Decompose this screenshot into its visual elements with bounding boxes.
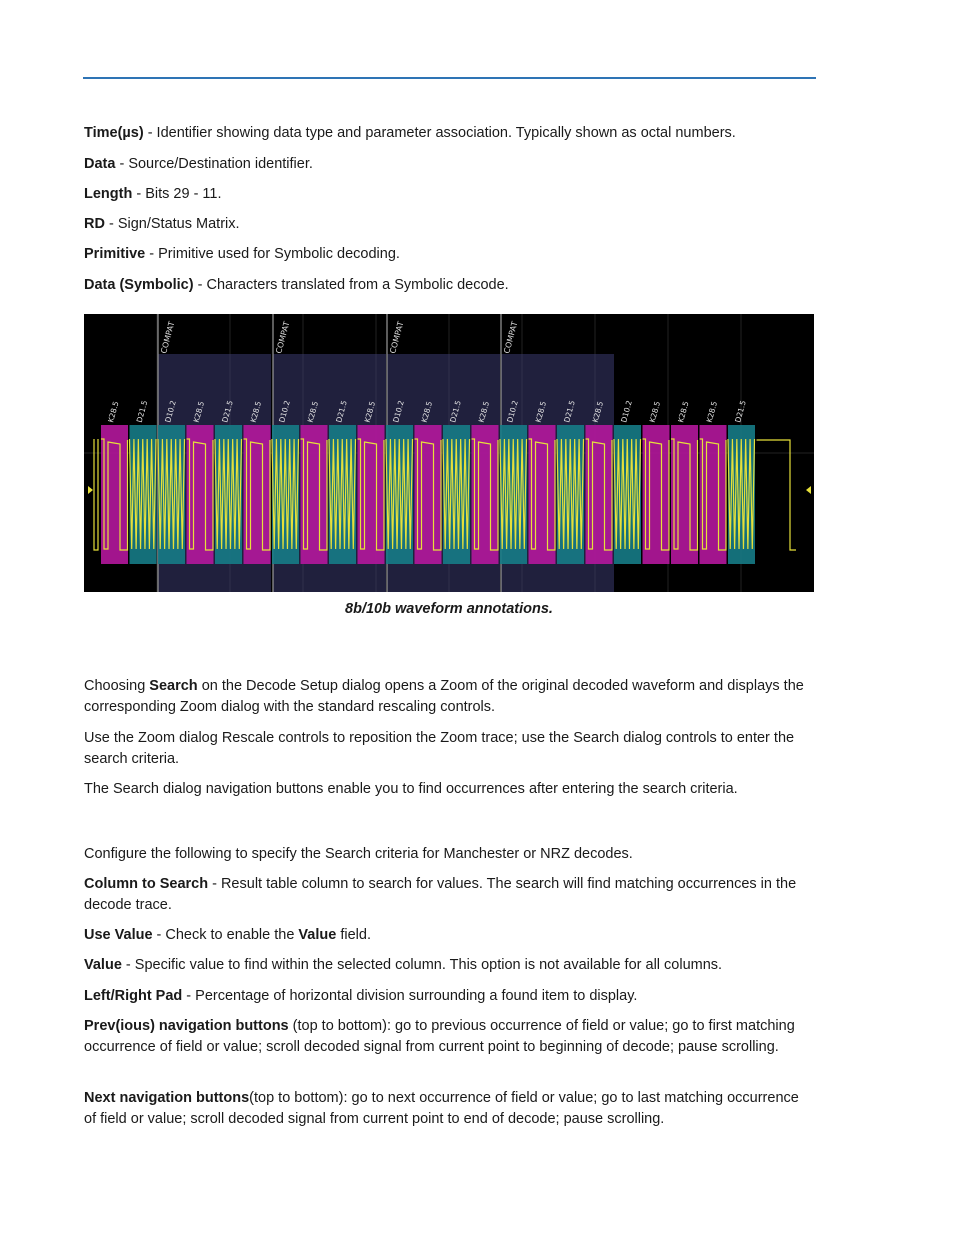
definition-length <box>84 184 814 205</box>
definition-text: - Source/Destination identifier. <box>115 156 313 172</box>
definition-text: - Characters translated from a Symbolic decode. <box>193 277 509 293</box>
symbol-label: D21.5 <box>334 399 349 424</box>
text: on the Decode Setup dialog opens a Zoom of the original decoded waveform and displays the corresponding Zoom dialog with the standard rescaling controls. <box>84 678 804 715</box>
compat-label: COMPAT <box>388 320 406 355</box>
symbol-block <box>529 425 556 564</box>
term: Use Value <box>84 927 153 943</box>
definition-text: - Percentage of horizontal division surrounding a found item to display. <box>182 988 638 1004</box>
definition-text: - Check to enable the <box>152 927 299 943</box>
compat-label: COMPAT <box>274 320 292 355</box>
header-rule <box>83 77 816 79</box>
symbol-label: K28.5 <box>106 400 121 424</box>
term: Primitive <box>84 246 146 262</box>
symbol-block <box>586 425 613 564</box>
symbol-label: D10.2 <box>619 399 634 424</box>
term: Value <box>84 957 122 973</box>
definition-time <box>84 123 814 144</box>
symbol-label: D10.2 <box>391 399 406 424</box>
term: Left/Right Pad <box>84 988 183 1004</box>
symbol-label: D21.5 <box>733 399 748 424</box>
trigger-marker-icon <box>88 486 93 494</box>
symbol-block <box>187 425 214 564</box>
symbol-label: D10.2 <box>505 399 520 424</box>
symbol-label: D10.2 <box>277 399 292 424</box>
definition-text: (top to bottom): go to previous occurrence of field or value; go to first matching occurrence of field or value; scroll decoded signal from current point to beginning of decode; pause scrolling. <box>84 1018 795 1055</box>
level-marker-icon <box>806 486 811 494</box>
waveform-annotations-image <box>84 314 814 592</box>
symbol-block <box>301 425 328 564</box>
search-intro-paragraph <box>84 676 814 718</box>
symbol-block <box>643 425 670 564</box>
criteria-value <box>84 955 814 976</box>
term: Next navigation buttons <box>84 1090 250 1106</box>
symbol-block <box>472 425 499 564</box>
symbol-label: K28.5 <box>191 400 207 424</box>
criteria-next-buttons <box>84 1088 814 1130</box>
symbol-label: K28.5 <box>676 400 691 424</box>
symbol-label: K28.5 <box>248 400 264 424</box>
criteria-use-value <box>84 925 814 946</box>
definition-primitive <box>84 244 814 265</box>
symbol-label: K28.5 <box>590 400 606 424</box>
symbol-label: D10.2 <box>163 399 178 424</box>
criteria-intro: Configure the following to specify the Search criteria for Manchester or NRZ decodes. <box>84 846 633 862</box>
symbol-label: K28.5 <box>704 400 720 424</box>
compat-label: COMPAT <box>159 320 177 355</box>
symbol-block <box>415 425 442 564</box>
symbol-label: K28.5 <box>362 400 378 424</box>
symbol-block <box>700 425 727 564</box>
definition-text: - Bits 29 - 11. <box>132 186 222 202</box>
symbol-label: D21.5 <box>134 399 150 424</box>
symbol-block <box>101 425 128 564</box>
term: Column to Search <box>84 876 209 892</box>
definition-text: - Primitive used for Symbolic decoding. <box>145 246 400 262</box>
text: Choosing <box>84 678 150 694</box>
navigation-paragraph: The Search dialog navigation buttons enable you to find occurrences after entering the search criteria. <box>84 781 738 797</box>
definition-data-symbolic <box>84 275 814 296</box>
symbol-label: K28.5 <box>305 400 321 424</box>
symbol-label: K28.5 <box>476 400 492 424</box>
compat-label: COMPAT <box>502 320 520 355</box>
symbol-block <box>244 425 271 564</box>
term: RD <box>84 216 105 232</box>
criteria-column-to-search <box>84 874 814 916</box>
definition-text: - Specific value to find within the selected column. This option is not available for all columns. <box>121 957 723 973</box>
symbol-label: K28.5 <box>647 400 663 424</box>
waveform-figure <box>84 314 814 592</box>
criteria-prev-buttons <box>84 1016 814 1058</box>
term: Search <box>149 678 198 694</box>
symbol-label: D21.5 <box>448 399 463 424</box>
definition-text: - Identifier showing data type and parameter association. Typically shown as octal numbers. <box>143 125 736 141</box>
figure-caption: 8b/10b waveform annotations. <box>345 601 553 617</box>
term: Time(µs) <box>84 125 144 141</box>
symbol-label: D21.5 <box>220 399 235 424</box>
definition-text: field. <box>336 927 371 943</box>
term: Value <box>298 927 337 943</box>
signal-trace <box>757 440 797 550</box>
criteria-left-right-pad <box>84 986 814 1007</box>
term: Prev(ious) navigation buttons <box>84 1018 289 1034</box>
definition-text: - Result table column to search for values. The search will find matching occurrences in the decode trace. <box>84 876 797 913</box>
signal-trace <box>94 439 98 550</box>
term: Data (Symbolic) <box>84 277 194 293</box>
symbol-label: K28.5 <box>533 400 549 424</box>
term: Length <box>84 186 133 202</box>
definition-text: (top to bottom): go to next occurrence of field or value; go to last matching occurrence of field or value; scroll decoded signal from current point to end of decode; pause scrolling. <box>84 1090 799 1127</box>
definition-rd <box>84 214 814 235</box>
symbol-block <box>358 425 385 564</box>
zoom-rescale-paragraph: Use the Zoom dialog Rescale controls to reposition the Zoom trace; use the Search dialog controls to enter the search criteria. <box>84 730 795 767</box>
term: Data <box>84 156 116 172</box>
definition-text: - Sign/Status Matrix. <box>104 216 240 232</box>
symbol-block <box>671 425 698 564</box>
symbol-label: D21.5 <box>562 399 577 424</box>
definition-data <box>84 154 814 175</box>
symbol-label: K28.5 <box>419 400 435 424</box>
